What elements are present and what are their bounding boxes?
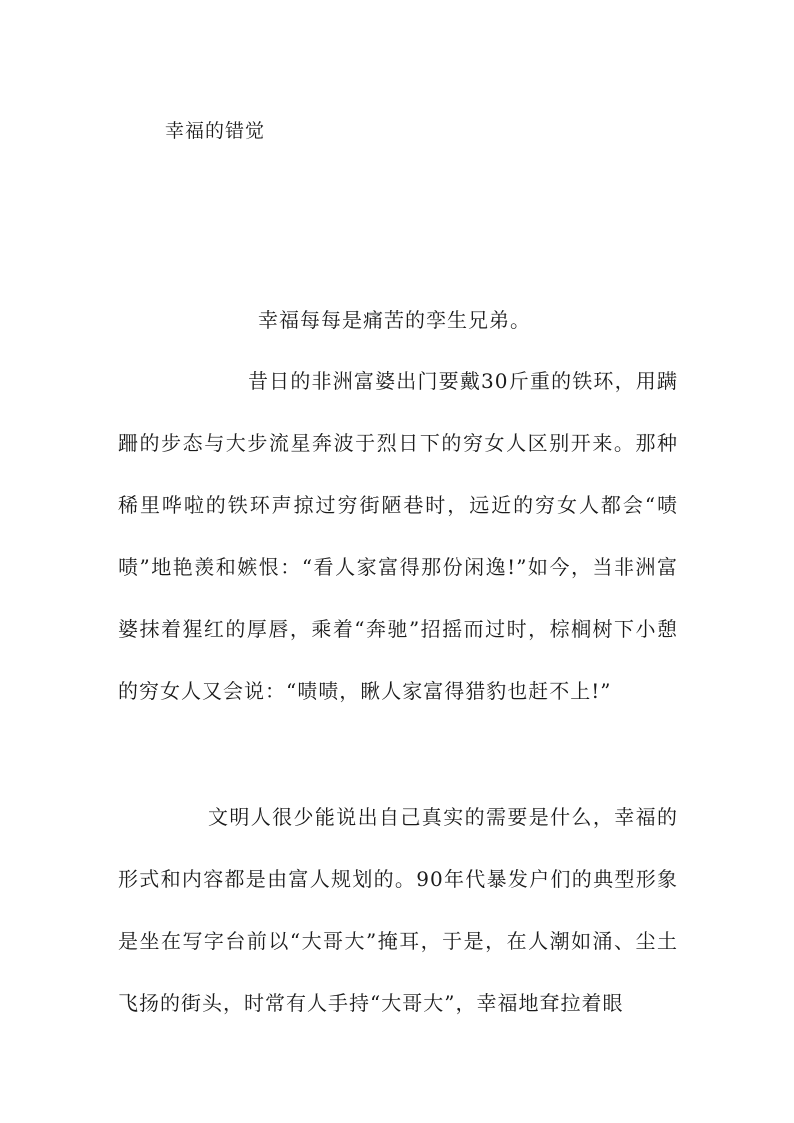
- paragraph-2: 昔日的非洲富婆出门要戴30斤重的铁环，用蹒跚的步态与大步流星奔波于烈日下的穷女人区别开来。那种稀里哗啦的铁环声掠过穷街陋巷时，远近的穷女人都会“啧啧”地艳羡和嫉恨：“看人家富得那份闲逸!”如今，当非洲富婆抹着猩红的厚唇，乘着“奔驰”招摇而过时，棕榈树下小憩的穷女人又会说：“啧啧，瞅人家富得猎豹也赶不上!”: [118, 369, 678, 703]
- paragraph-3: 文明人很少能说出自己真实的需要是什么，幸福的形式和内容都是由富人规划的。90年代暴发户们的典型形象是坐在写字台前以“大哥大”掩耳，于是，在人潮如涌、尘土飞扬的街头，时常有人手持“大哥大”，幸福地耷拉着眼: [118, 805, 678, 1015]
- paragraph-1: 幸福每每是痛苦的孪生兄弟。: [258, 308, 531, 332]
- document-title: 幸福的错觉: [165, 120, 266, 142]
